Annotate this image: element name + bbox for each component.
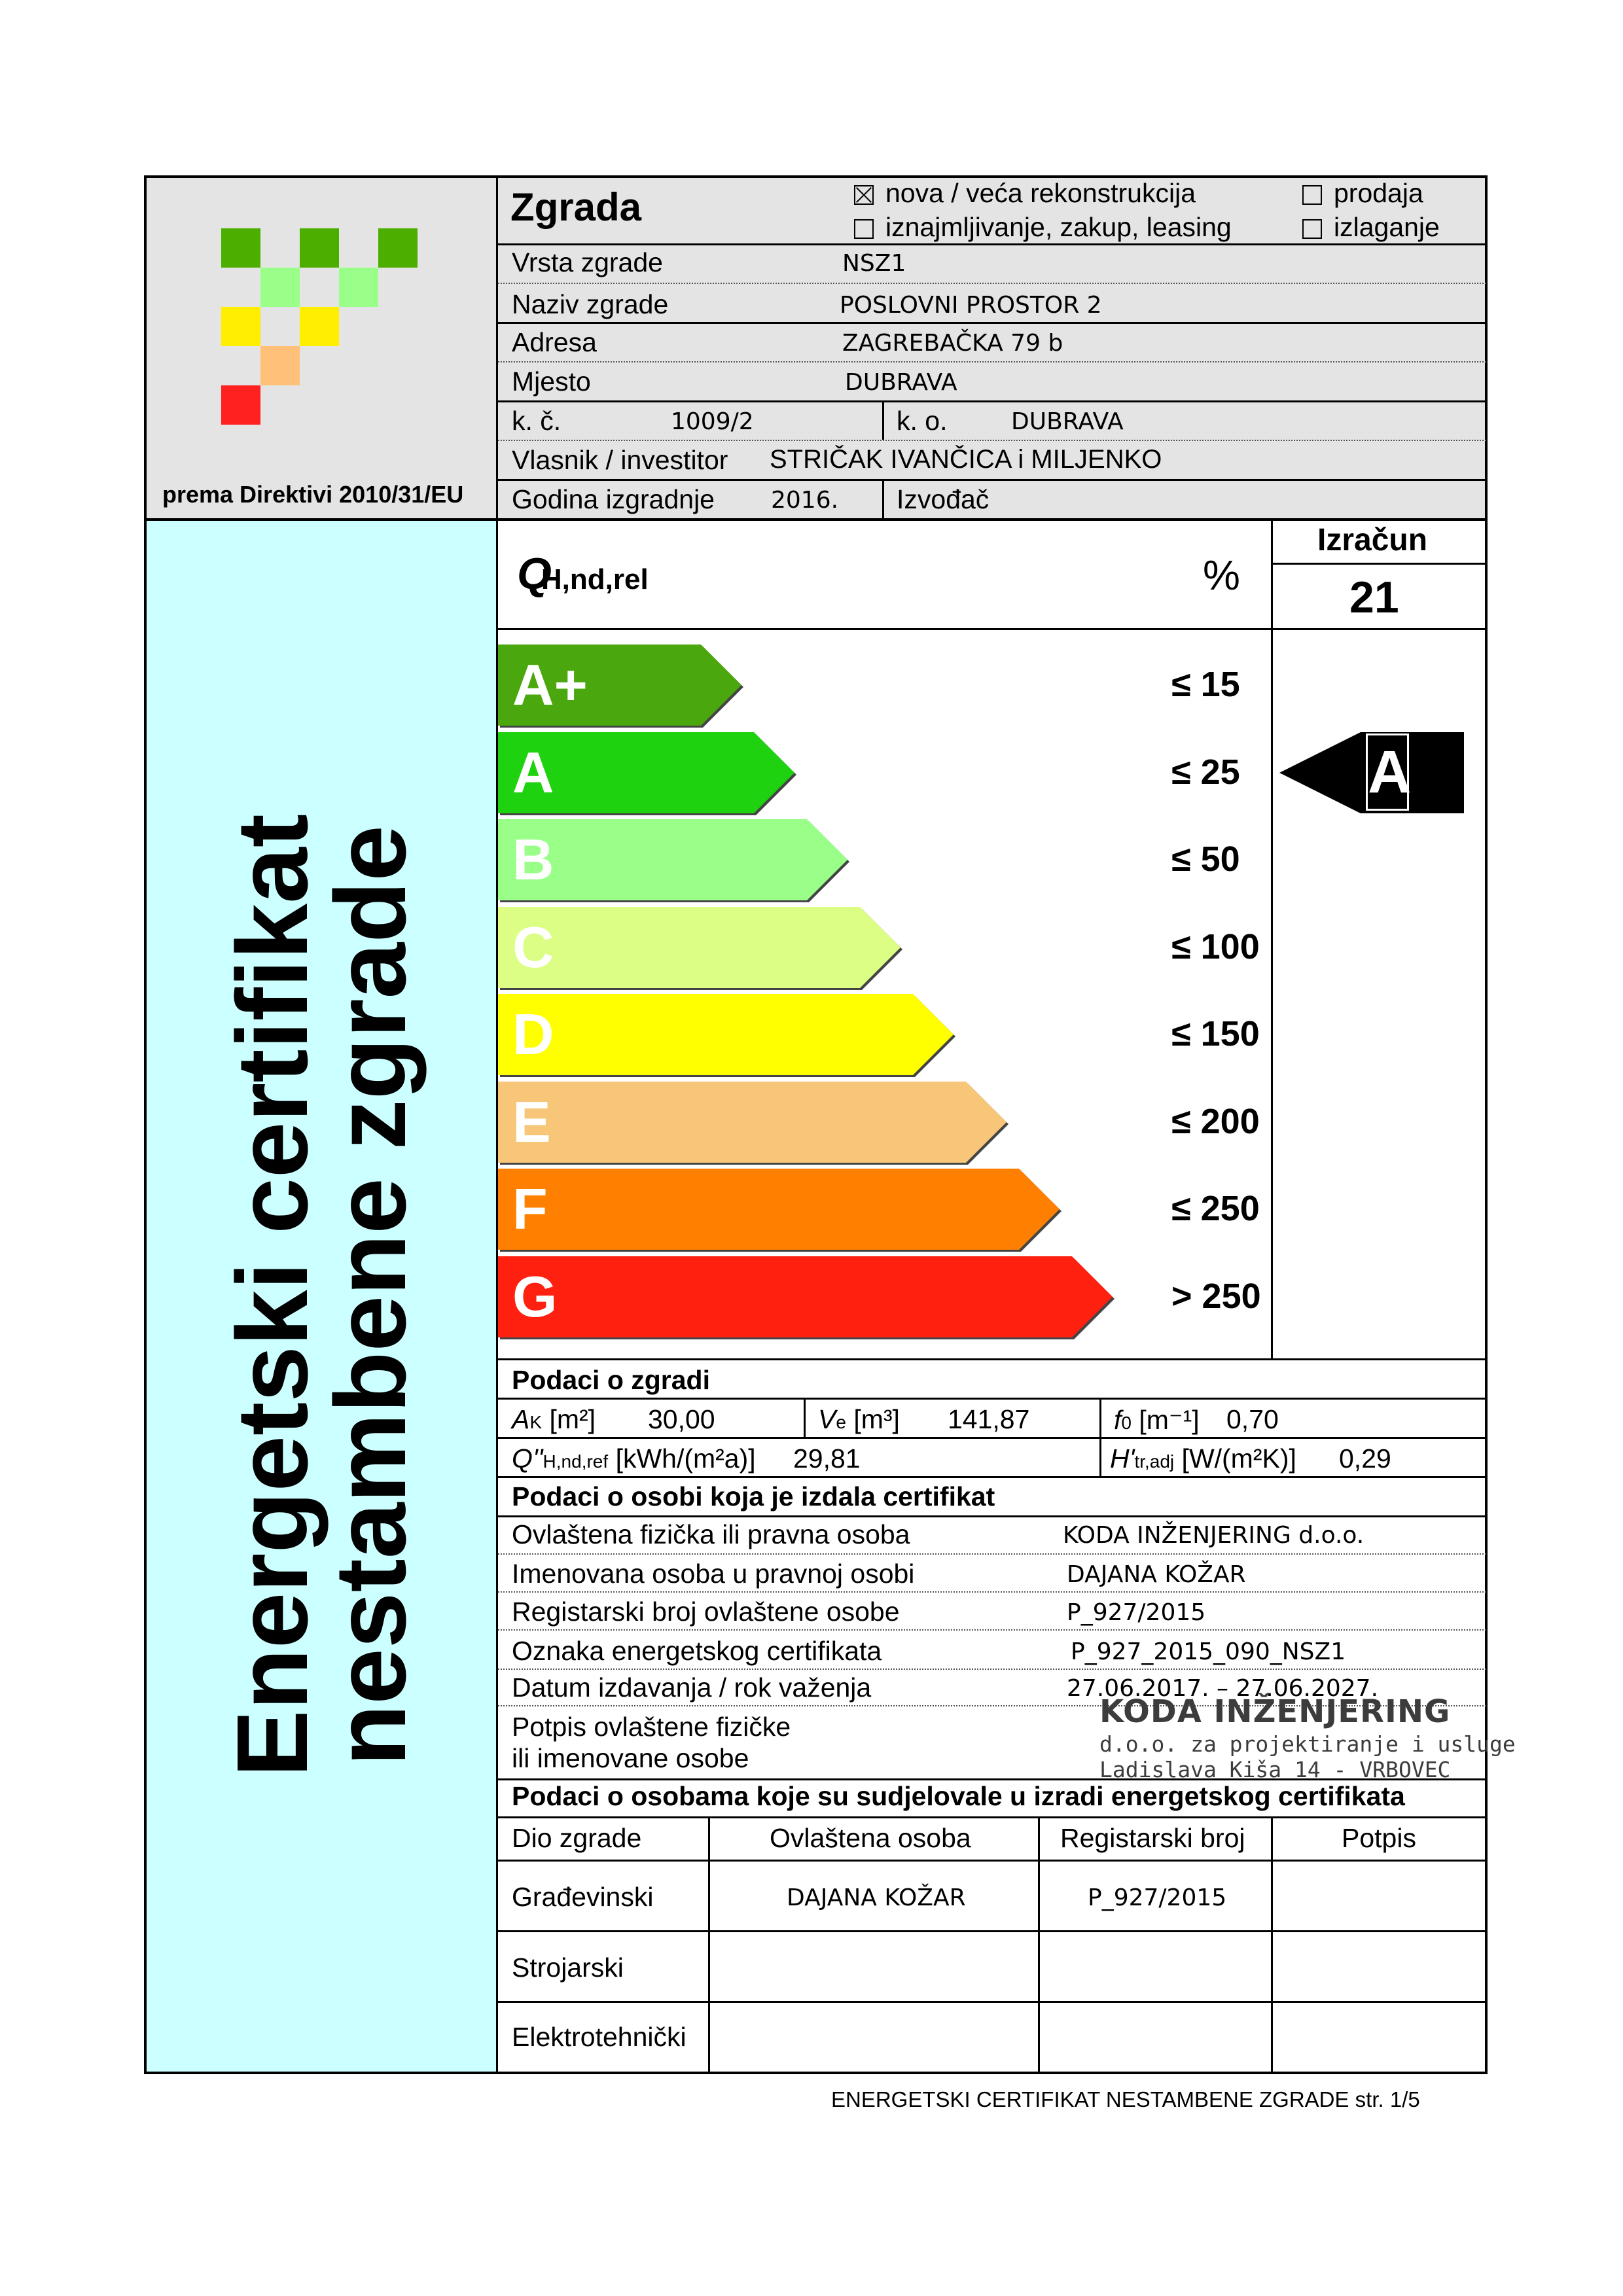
- cell-divider: [882, 400, 884, 440]
- band-arrow-shape: [498, 1082, 1009, 1165]
- unit-label: %: [1203, 552, 1240, 599]
- vrsta-label: Vrsta zgrade: [512, 247, 663, 277]
- band-arrow-shape: [498, 1256, 1115, 1340]
- checkbox-empty-icon: [854, 219, 874, 239]
- osoba-row-label: Ovlaštena fizička ili pravna osoba: [512, 1519, 910, 1549]
- row-separator: [498, 2001, 1486, 2003]
- band-letter: D: [512, 1002, 554, 1067]
- band-threshold: ≤ 50: [1171, 839, 1240, 879]
- naziv-value: POSLOVNI PROSTOR 2: [840, 292, 1102, 319]
- vlasnik-label: Vlasnik / investitor: [512, 445, 728, 475]
- row-separator: [498, 1476, 1486, 1478]
- row-separator: [498, 400, 1486, 402]
- ko-value: DUBRAVA: [1011, 408, 1124, 435]
- table-row-dio: Građevinski: [512, 1882, 654, 1912]
- ak-value: 30,00: [648, 1404, 715, 1434]
- checkbox-prodaja[interactable]: prodaja: [1302, 178, 1423, 209]
- energy-band-c: [498, 907, 903, 991]
- kc-value: 1009/2: [671, 408, 754, 435]
- band-letter: C: [512, 914, 554, 980]
- band-threshold: ≤ 15: [1171, 665, 1240, 704]
- col-divider: [1038, 1816, 1040, 2073]
- mjesto-value: DUBRAVA: [845, 369, 957, 396]
- energy-band-g: [498, 1256, 1115, 1340]
- izvodac-label: Izvođač: [897, 484, 990, 514]
- energy-band-b: [498, 819, 850, 903]
- ve-label: Ve [m³]: [818, 1404, 900, 1434]
- col-divider: [708, 1816, 710, 2073]
- adresa-value: ZAGREBAČKA 79 b: [842, 330, 1063, 357]
- f0-value: 0,70: [1226, 1404, 1279, 1434]
- section-separator: [145, 518, 1486, 521]
- company-stamp: [1099, 1693, 1516, 1785]
- vlasnik-value: STRIČAK IVANČICA i MILJENKO: [770, 445, 1162, 474]
- naziv-label: Naziv zgrade: [512, 289, 669, 319]
- osoba-row-value: KODA INŽENJERING d.o.o.: [1063, 1522, 1364, 1549]
- izracun-label: Izračun: [1317, 523, 1428, 557]
- row-separator: [498, 322, 1486, 324]
- directive-label: prema Direktivi 2010/31/EU: [162, 481, 464, 508]
- checkbox-checked-icon: [854, 185, 874, 205]
- osoba-row-label: Imenovana osoba u pravnoj osobi: [512, 1559, 915, 1589]
- band-arrow-shape: [498, 907, 903, 991]
- band-threshold: > 250: [1171, 1276, 1261, 1316]
- osoba-row-value: P_927/2015: [1067, 1599, 1206, 1626]
- f0-label: f0 [m⁻¹]: [1114, 1405, 1200, 1435]
- stamp-line1: KODA INŽENJERING: [1099, 1693, 1451, 1730]
- row-separator: [498, 1437, 1486, 1439]
- page-footer: ENERGETSKI CERTIFIKAT NESTAMBENE ZGRADE str. 1/5: [831, 2087, 1420, 2111]
- row-separator: [498, 361, 1486, 362]
- row-separator: [498, 440, 1486, 441]
- kc-label: k. č.: [512, 406, 562, 436]
- energy-band-e: [498, 1082, 1009, 1165]
- row-separator: [498, 1860, 1486, 1862]
- stamp-line3: Ladislava Kiša 14 - VRBOVEC: [1099, 1757, 1451, 1782]
- side-title-line1: Energetski certifikat: [216, 813, 329, 1778]
- osoba-row-value: 27.06.2017. – 27.06.2027.: [1067, 1675, 1379, 1702]
- row-separator: [498, 1629, 1486, 1631]
- table-row-dio: Strojarski: [512, 1952, 624, 1983]
- osoba-row-label: Datum izdavanja / rok važenja: [512, 1672, 872, 1703]
- cell-divider: [804, 1398, 806, 1437]
- row-separator: [498, 1515, 1486, 1517]
- side-title: [216, 707, 427, 1884]
- sudionici-title: Podaci o osobama koje su sudjelovale u izradi energetskog certifikata: [512, 1781, 1405, 1811]
- row-separator: [498, 1398, 1486, 1400]
- col-header-potpis: Potpis: [1342, 1823, 1416, 1853]
- band-threshold: ≤ 200: [1171, 1101, 1260, 1141]
- adresa-label: Adresa: [512, 327, 597, 357]
- col-header-dio: Dio zgrade: [512, 1823, 642, 1853]
- potpis-label-1: Potpis ovlaštene fizičke: [512, 1712, 791, 1742]
- col-header-osoba: Ovlaštena osoba: [770, 1823, 971, 1853]
- band-threshold: ≤ 25: [1171, 752, 1240, 792]
- q-label: Q''H,nd,ref [kWh/(m²a)]: [512, 1443, 756, 1474]
- osoba-title: Podaci o osobi koja je izdala certifikat: [512, 1481, 995, 1511]
- potpis-label-2: ili imenovane osobe: [512, 1743, 749, 1773]
- section-separator: [498, 1358, 1486, 1360]
- energy-band-a-plus: [498, 645, 744, 728]
- band-letter: F: [512, 1176, 548, 1241]
- izracun-divider: [1271, 520, 1273, 1358]
- mjesto-label: Mjesto: [512, 366, 591, 397]
- table-row-osoba: DAJANA KOŽAR: [787, 1884, 966, 1911]
- col-divider: [1271, 1816, 1273, 2073]
- band-threshold: ≤ 100: [1171, 927, 1260, 966]
- podaci-zgrada-title: Podaci o zgradi: [512, 1365, 710, 1395]
- checkbox-nova[interactable]: nova / veća rekonstrukcija: [854, 178, 1196, 209]
- osoba-row-value: DAJANA KOŽAR: [1067, 1561, 1246, 1588]
- current-class-arrow: [1279, 731, 1465, 815]
- row-separator: [498, 1669, 1486, 1670]
- chart-top-separator: [498, 628, 1486, 630]
- h-label: H'tr,adj [W/(m²K)]: [1110, 1443, 1296, 1474]
- row-separator: [498, 283, 1486, 284]
- row-separator: [498, 1816, 1486, 1818]
- izracun-separator: [1271, 563, 1486, 565]
- izracun-value: 21: [1349, 573, 1399, 622]
- band-letter: B: [512, 827, 554, 892]
- cell-divider: [882, 479, 884, 518]
- logo-mosaic: [221, 228, 418, 425]
- side-title-line2: nestambene zgrade: [314, 825, 427, 1766]
- h-value: 0,29: [1339, 1443, 1391, 1474]
- ve-value: 141,87: [948, 1404, 1030, 1434]
- ko-label: k. o.: [897, 406, 948, 436]
- current-class-letter: A: [1366, 733, 1409, 811]
- osoba-row-label: Oznaka energetskog certifikata: [512, 1636, 882, 1666]
- row-separator: [498, 1930, 1486, 1932]
- band-letter: A+: [512, 652, 588, 717]
- row-separator: [498, 243, 1486, 245]
- band-arrow-shape: [498, 994, 956, 1078]
- checkbox-empty-icon: [1302, 185, 1322, 205]
- table-row-broj: P_927/2015: [1088, 1884, 1227, 1911]
- zgrada-title: Zgrada: [510, 185, 642, 229]
- checkbox-empty-icon: [1302, 219, 1322, 239]
- band-threshold: ≤ 150: [1171, 1014, 1260, 1053]
- band-letter: A: [512, 739, 554, 805]
- row-separator: [498, 1591, 1486, 1593]
- row-separator: [498, 1553, 1486, 1555]
- band-threshold: ≤ 250: [1171, 1189, 1260, 1228]
- stamp-line2: d.o.o. za projektiranje i usluge: [1099, 1731, 1516, 1757]
- vrsta-value: NSZ1: [842, 250, 906, 277]
- checkbox-iznajmljivanje[interactable]: iznajmljivanje, zakup, leasing: [854, 212, 1232, 243]
- osoba-row-value: P_927_2015_090_NSZ1: [1071, 1638, 1346, 1665]
- metric-label: QH,nd,rel: [517, 549, 649, 599]
- col-header-broj: Registarski broj: [1060, 1823, 1245, 1853]
- band-letter: E: [512, 1089, 551, 1154]
- godina-label: Godina izgradnje: [512, 484, 715, 514]
- band-letter: G: [512, 1263, 558, 1329]
- energy-band-f: [498, 1169, 1062, 1252]
- energy-band-d: [498, 994, 956, 1078]
- table-row-dio: Elektrotehnički: [512, 2022, 687, 2052]
- godina-value: 2016.: [771, 487, 839, 514]
- checkbox-izlaganje[interactable]: izlaganje: [1302, 212, 1440, 243]
- row-separator: [498, 479, 1486, 481]
- q-value: 29,81: [793, 1443, 861, 1474]
- osoba-row-label: Registarski broj ovlaštene osobe: [512, 1597, 900, 1627]
- ak-label: AK [m²]: [512, 1404, 596, 1434]
- band-arrow-shape: [498, 1169, 1062, 1252]
- row-separator: [498, 1778, 1486, 1780]
- energy-band-a: [498, 732, 797, 816]
